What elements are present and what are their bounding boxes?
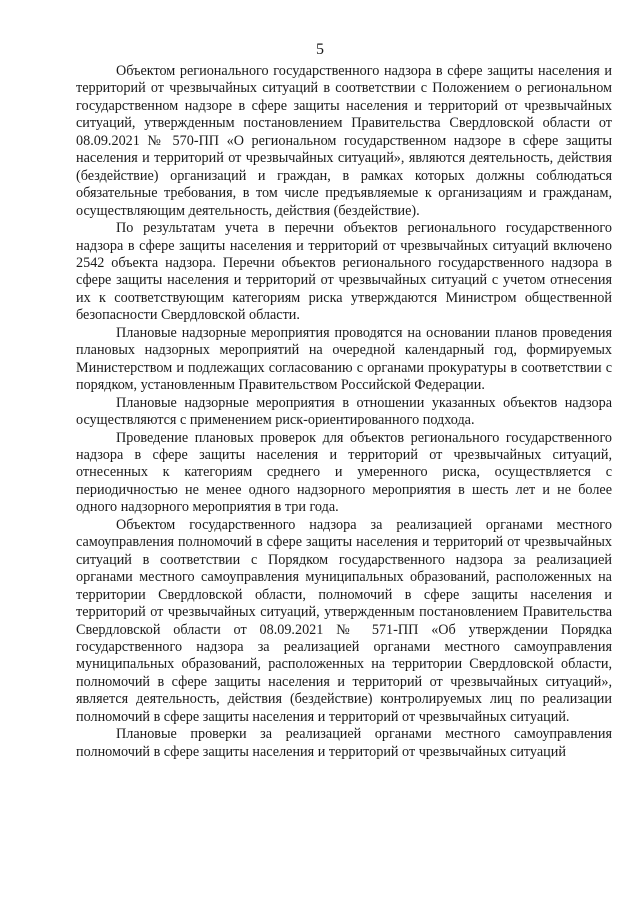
paragraph-2: По результатам учета в перечни объектов регионального государственного надзора в сфере защиты населения и территорий от чрезвычайных ситуаций включено 2542 объекта надзора. Перечни объектов регионального государственного надзора в сфере защиты населения и территорий от чрезвычайных ситуаций с учетом отнесения их к соответствующим категориям риска утверждаются Министром общественной безопасности Свердловской области. (76, 220, 612, 324)
paragraph-7: Плановые проверки за реализацией органами местного самоуправления полномочий в сфере защиты населения и территорий от чрезвычайных ситуаций (76, 726, 612, 760)
paragraph-6: Объектом государственного надзора за реализацией органами местного самоуправления полномочий в сфере защиты населения и территорий от чрезвычайных ситуаций в соответствии с Порядком государственного надзора за реализацией органами местного самоуправления муниципальных образований, расположенных на территории Свердловской области, полномочий в сфере защиты населения и территорий от чрезвычайных ситуаций, утвержденным постановлением Правительства Свердловской области от 08.09.2021 № 571-ПП «Об утверждении Порядка государственного надзора за реализацией органами местного самоуправления муниципальных образований, расположенных на территории Свердловской области, полномочий в сфере защиты населения и территорий от чрезвычайных ситуаций», является деятельность, действия (бездействие) контролируемых лиц по реализации полномочий в сфере защиты населения и территорий от чрезвычайных ситуаций. (76, 516, 612, 725)
paragraph-3: Плановые надзорные мероприятия проводятся на основании планов проведения плановых надзорных мероприятий на очередной календарный год, формируемых Министерством и подлежащих согласованию с органами прокуратуры в соответствии с порядком, установленным Правительством Российской Федерации. (76, 324, 612, 394)
paragraph-1: Объектом регионального государственного надзора в сфере защиты населения и территорий от чрезвычайных ситуаций в соответствии с Положением о региональном государственном надзоре в сфере защиты населения и территорий от чрезвычайных ситуаций, утвержденным постановлением Правительства Свердловской области от 08.09.2021 № 570-ПП «О региональном государственном надзоре в сфере защиты населения и территорий от чрезвычайных ситуаций», являются деятельность, действия (бездействие) организаций и граждан, в рамках которых должны соблюдаться обязательные требования, в том числе предъявляемые к организациям и гражданам, осуществляющим деятельность, действия (бездействие). (76, 63, 612, 219)
paragraph-4: Плановые надзорные мероприятия в отношении указанных объектов надзора осуществляются с применением риск-ориентированного подхода. (76, 394, 612, 429)
document-body (76, 63, 612, 761)
paragraph-5: Проведение плановых проверок для объектов регионального государственного надзора в сфере защиты населения и территорий от чрезвычайных ситуаций, отнесенных к категориям среднего и умеренного риска, осуществляется с периодичностью не менее одного надзорного мероприятия в шесть лет и не более одного надзорного мероприятия в три года. (76, 429, 612, 516)
page-number: 5 (316, 41, 324, 58)
